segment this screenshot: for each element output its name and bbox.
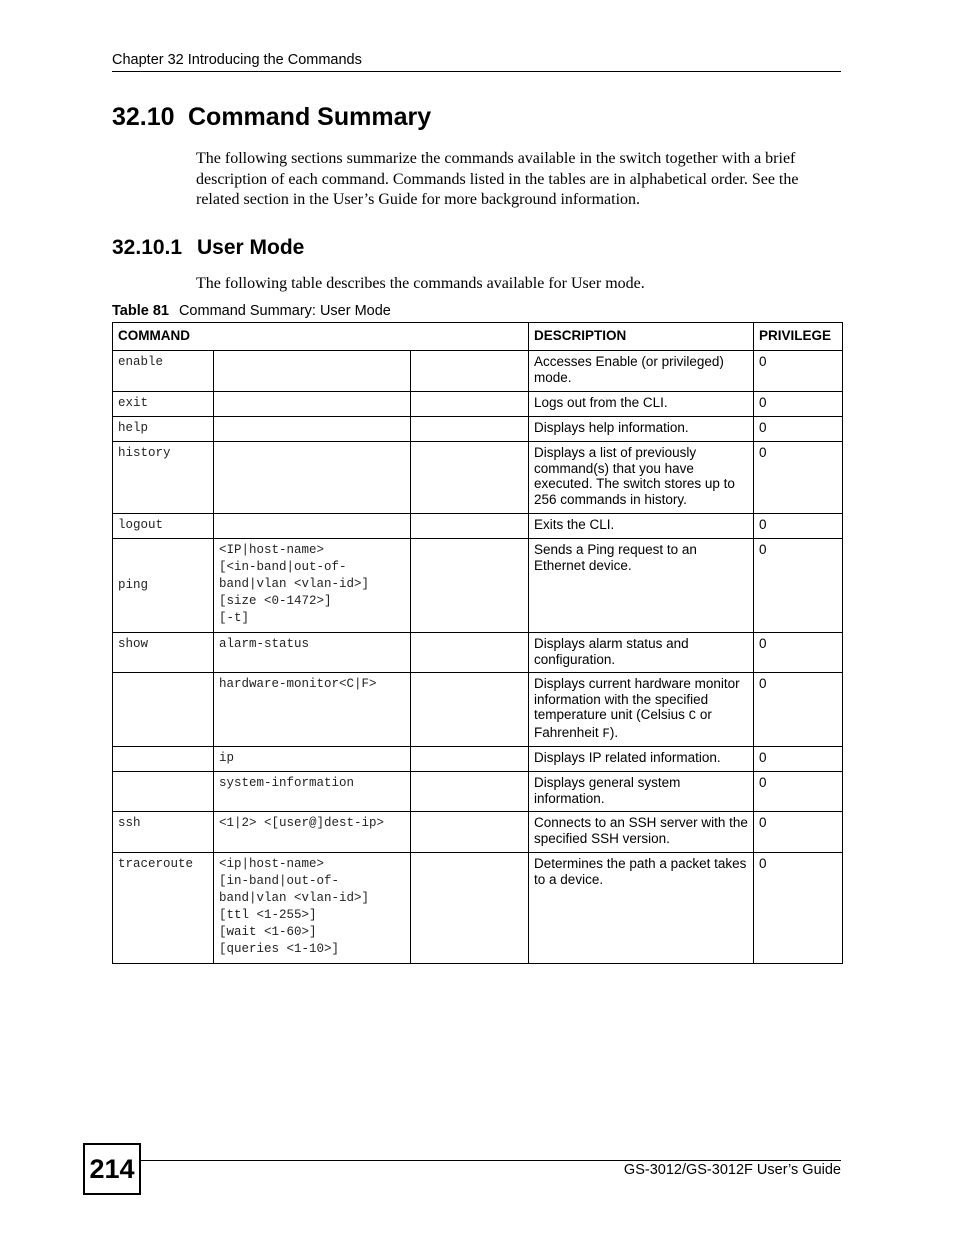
description-text: ). (609, 724, 619, 740)
table-row (113, 514, 843, 539)
fahrenheit-unit-code: F (602, 726, 610, 741)
column-header-description: DESCRIPTION (529, 323, 754, 351)
table-row (113, 812, 843, 853)
description-cell: Displays help information. (529, 417, 754, 442)
description-cell: Exits the CLI. (529, 514, 754, 539)
table-caption-text: Command Summary: User Mode (178, 303, 391, 319)
description-text: or Fahrenheit (534, 707, 712, 740)
privilege-cell: 0 (754, 514, 843, 539)
section-title: Command Summary (188, 103, 432, 131)
argument-cell (214, 514, 411, 539)
description-cell: Displays alarm status and configuration. (529, 633, 754, 673)
section-heading (112, 103, 431, 132)
argument-cell (214, 392, 411, 417)
description-cell: Displays IP related information. (529, 747, 754, 772)
option-cell (411, 772, 529, 812)
privilege-cell: 0 (754, 747, 843, 772)
option-cell (411, 853, 529, 964)
command-cell: logout (113, 514, 214, 539)
argument-cell (214, 417, 411, 442)
command-cell (113, 772, 214, 812)
table-row (113, 417, 843, 442)
command-cell: ssh (113, 812, 214, 853)
table-row (113, 633, 843, 673)
subsection-intro-paragraph: The following table describes the commands available for User mode. (196, 275, 645, 292)
table-row (113, 442, 843, 514)
privilege-cell: 0 (754, 417, 843, 442)
option-cell (411, 392, 529, 417)
description-cell: Connects to an SSH server with the specified SSH version. (529, 812, 754, 853)
privilege-cell: 0 (754, 812, 843, 853)
table-caption (112, 303, 391, 319)
subsection-number: 32.10.1 (112, 236, 183, 259)
option-cell (411, 539, 529, 633)
description-cell: Displays general system information. (529, 772, 754, 812)
table-caption-label: Table 81 (112, 303, 169, 319)
footer-rule (141, 1160, 841, 1161)
argument-cell: ip (214, 747, 411, 772)
running-head: Chapter 32 Introducing the Commands (112, 52, 362, 68)
command-cell: help (113, 417, 214, 442)
argument-cell (214, 442, 411, 514)
description-cell: Sends a Ping request to an Ethernet device. (529, 539, 754, 633)
table-row (113, 539, 843, 633)
privilege-cell: 0 (754, 392, 843, 417)
argument-cell (214, 351, 411, 392)
footer-guide-title: GS-3012/GS-3012F User’s Guide (623, 1162, 841, 1178)
command-cell (113, 747, 214, 772)
command-cell: history (113, 442, 214, 514)
command-cell: traceroute (113, 853, 214, 964)
option-cell (411, 812, 529, 853)
privilege-cell: 0 (754, 351, 843, 392)
command-cell (113, 673, 214, 747)
subsection-title: User Mode (197, 236, 305, 259)
subsection-heading (112, 236, 304, 260)
option-cell (411, 417, 529, 442)
description-cell: Accesses Enable (or privileged) mode. (529, 351, 754, 392)
command-cell: exit (113, 392, 214, 417)
privilege-cell: 0 (754, 673, 843, 747)
argument-cell: <IP|host-name> [<in-band|out-of- band|vlan <vlan-id>] [size <0-1472>] [-t] (214, 539, 411, 633)
argument-cell: hardware-monitor<C|F> (214, 673, 411, 747)
header-rule (112, 71, 841, 72)
option-cell (411, 673, 529, 747)
page-number: 214 (83, 1143, 141, 1195)
column-header-command: COMMAND (113, 323, 529, 351)
description-cell: Determines the path a packet takes to a device. (529, 853, 754, 964)
option-cell (411, 351, 529, 392)
privilege-cell: 0 (754, 539, 843, 633)
command-cell: ping (113, 539, 214, 633)
argument-cell: <ip|host-name> [in-band|out-of- band|vlan <vlan-id>] [ttl <1-255>] [wait <1-60>] [queries <1-10>] (214, 853, 411, 964)
description-cell: Displays a list of previously command(s) that you have executed. The switch stores up to 256 commands in history. (529, 442, 754, 514)
section-intro-paragraph: The following sections summarize the commands available in the switch together with a brief description of each command. Commands listed in the tables are in alphabetical order. See the related section in the User’s Guide for more background information. (196, 150, 799, 208)
description-cell (529, 673, 754, 747)
description-text: Displays current hardware monitor information with the specified temperature unit (Celsius (534, 676, 740, 722)
command-summary-table (112, 322, 843, 964)
table-row (113, 673, 843, 747)
argument-cell: <1|2> <[user@]dest-ip> (214, 812, 411, 853)
option-cell (411, 633, 529, 673)
option-cell (411, 747, 529, 772)
table-row (113, 392, 843, 417)
argument-cell: system-information (214, 772, 411, 812)
table-row (113, 351, 843, 392)
table-header-row (113, 323, 843, 351)
privilege-cell: 0 (754, 772, 843, 812)
privilege-cell: 0 (754, 853, 843, 964)
argument-cell: alarm-status (214, 633, 411, 673)
table-row (113, 747, 843, 772)
table-row (113, 772, 843, 812)
section-number: 32.10 (112, 103, 175, 131)
celsius-unit-code: C (688, 709, 697, 723)
description-cell: Logs out from the CLI. (529, 392, 754, 417)
table-row (113, 853, 843, 964)
privilege-cell: 0 (754, 442, 843, 514)
privilege-cell: 0 (754, 633, 843, 673)
command-cell: show (113, 633, 214, 673)
command-cell: enable (113, 351, 214, 392)
column-header-privilege: PRIVILEGE (754, 323, 843, 351)
option-cell (411, 514, 529, 539)
option-cell (411, 442, 529, 514)
